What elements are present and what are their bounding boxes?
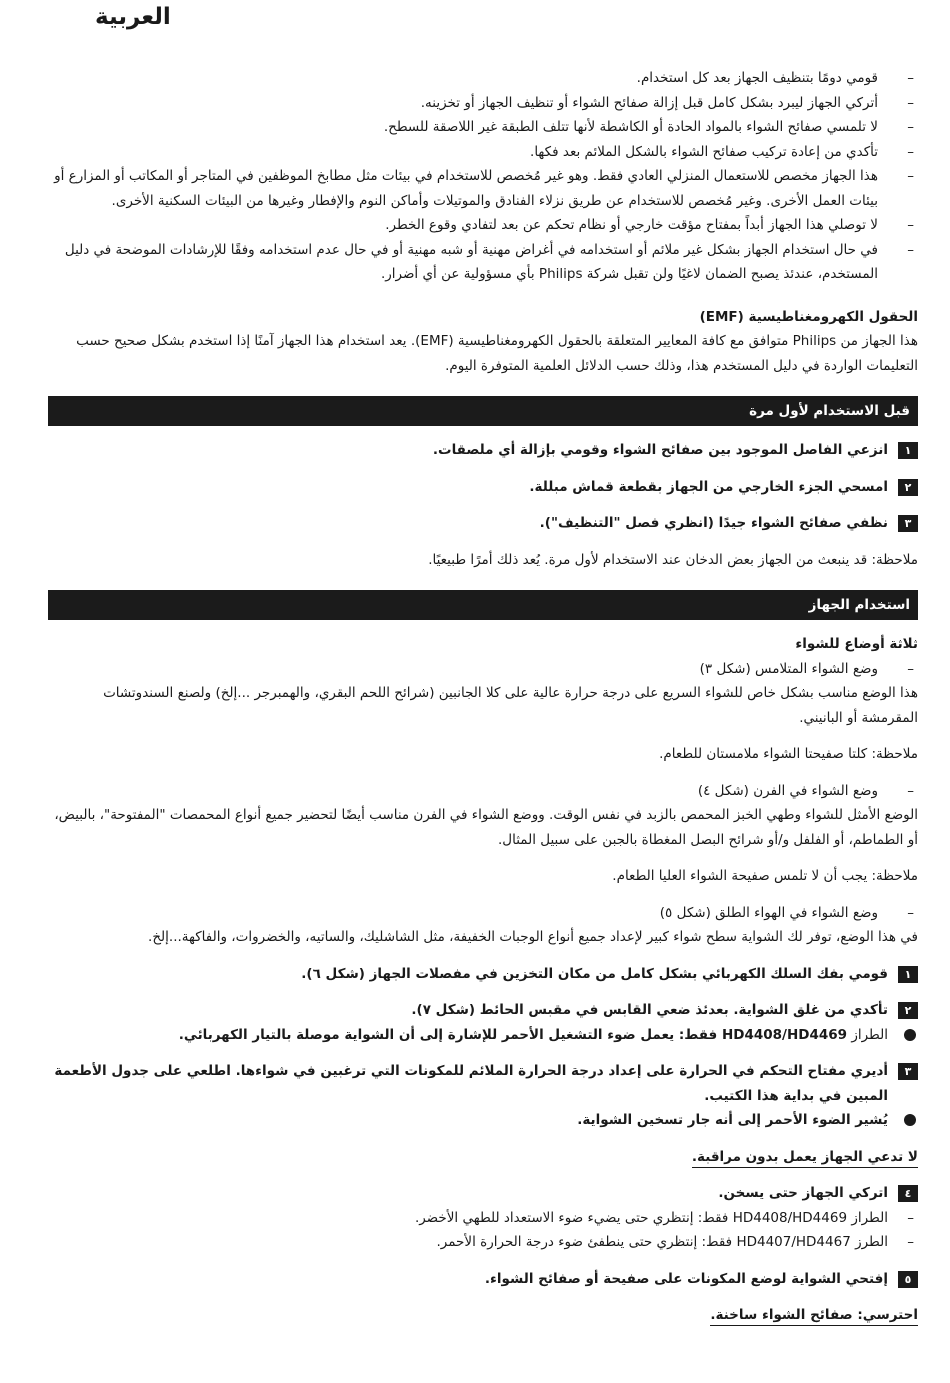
list-item: – الطرز HD4407/HD4467 فقط: إنتظري حتى ينطفئ ضوء درجة الحرارة الأحمر. [436,1234,914,1250]
step-item: ٣ أديري مفتاح التحكم في الحرارة على إعداد درجة الحرارة الملائم للمكونات التي ترغبين في شواءها. اطلعي على جدول الأطعمة المبين في بداية هذا الكتيب. [48,1059,918,1108]
list-item: – وضع الشواء في الهواء الطلق (شكل ٥) [659,904,914,921]
emf-heading: الحقول الكهرومغناطيسية (EMF) [699,308,918,325]
section-header-using: استخدام الجهاز [48,590,918,620]
warning-text: احترسي: صفائح الشواء ساخنة. [710,1305,918,1326]
mode-text: الوضع الأمثل للشواء وطهي الخبز المحمص بالزبد في نفس الوقت. ووضع الشواء في الفرن مناسب أيضًا لتحضير جميع أنواع المحمصات "المفتوحة"، بالبيض، أو الطماطم، أو الفلفل و/أو شرائح البصل المغطاة بالجبن على سبيل المثال. [54,807,918,848]
list-item: – أتركي الجهاز ليبرد بشكل كامل قبل إزالة صفائح الشواء أو تنظيف الجهاز أو تخزينه. [420,94,914,111]
step-item: ١ انزعي الفاصل الموجود بين صفائح الشواء وقومي بإزالة أي ملصقات. [48,438,918,463]
list-item: – لا توصلي هذا الجهاز أبداً بمفتاح مؤقت خارجي أو نظام تحكم عن بعد لتفادي وقوع الخطر. [385,217,914,233]
step-item: ٢ امسحي الجزء الخارجي من الجهاز بقطعة قماش مبللة. [48,475,918,500]
emf-text: هذا الجهاز من Philips متوافق مع كافة المعايير المتعلقة بالحقول الكهرومغناطيسية (EMF). يعد استخدام هذا الجهاز آمنًا إذا استخدم بشكل صحيح حسب التعليمات الواردة في دليل المستخدم هذا، وذلك حسب الدلائل العلمية المتوفرة اليوم. [76,333,918,374]
step-item: ٣ نظفي صفائح الشواء جيدًا (انظري فصل "التنظيف"). [48,511,918,536]
mode-text: هذا الوضع مناسب بشكل خاص للشواء السريع على درجة حرارة عالية على كلا الجانبين (شرائح اللحم البقري، والهمبرجر ...إلخ) ولصنع السندوتشات المقرمشة أو البانيني. [103,685,918,726]
result-item: الطراز HD4408/HD4469 فقط: يعمل ضوء التشغيل الأحمر للإشارة إلى أن الشواية موصلة بالتيار الكهربائي. [48,1023,918,1048]
list-item: – قومي دومًا بتنظيف الجهاز بعد كل استخدام. [636,70,914,86]
note: ملاحظة: يجب أن لا تلمس صفيحة الشواء العليا الطعام. [612,868,918,884]
step-number: ١ [898,966,918,983]
list-item: – وضع الشواء المتلامس (شكل ٣) [699,660,914,677]
list-item: – لا تلمسي صفائح الشواء بالمواد الحادة أو الكاشطة لأنها تتلف الطبقة غير اللاصقة للسطح. [383,119,914,135]
bullet-dot-icon [904,1114,916,1126]
result-item: يُشير الضوء الأحمر إلى أنه جار تسخين الشواية. [48,1108,918,1133]
language-title: العربية [95,4,171,30]
modes-heading: ثلاثة أوضاع للشواء [795,636,918,652]
list-item: – الطراز HD4408/HD4469 فقط: إنتظري حتى يضيء ضوء الاستعداد للطهي الأخضر. [414,1209,914,1226]
section-header-before-first-use: قبل الاستخدام لأول مرة [48,396,918,426]
step-item: ٥ إفتحي الشواية لوضع المكونات على صفيحة أو صفائح الشواء. [48,1267,918,1292]
list-item: – هذا الجهاز مخصص للاستعمال المنزلي العادي فقط. وهو غير مُخصص للاستخدام في بيئات مثل مطابخ الموظفين في المتاجر أو المكاتب أو المزارع أو بيئات العمل الأخرى. وغير مُخصص للاستخدام عن طريق نزلاء الفنادق والموتيلات وأماكن النوم والإفطار وغيرها من البيئات السكنية الأخرى. [54,168,914,209]
step-item: ١ قومي بفك السلك الكهربائي بشكل كامل من مكان التخزين في مفصلات الجهاز (شكل ٦). [48,962,918,987]
step-number: ٣ [898,1063,918,1080]
step-number: ١ [898,442,918,459]
step-number: ٥ [898,1271,918,1288]
step-number: ٣ [898,515,918,532]
list-item: – تأكدي من إعادة تركيب صفائح الشواء بالشكل الملائم بعد فكها. [530,143,914,160]
warning-text: لا تدعي الجهاز يعمل بدون مراقبة. [692,1147,918,1168]
note: ملاحظة: قد ينبعث من الجهاز بعض الدخان عند الاستخدام لأول مرة. يُعد ذلك أمرًا طبيعيًا. [428,551,918,568]
list-item: – في حال استخدام الجهاز بشكل غير ملائم أو استخدامه في أغراض مهنية أو شبه مهنية أو في حال عدم استخدامه وفقًا للإرشادات الموضحة في دليل المستخدم، عندئذ يصبح الضمان لاغيًا ولن تقبل شركة Philips بأي مسؤولية عن أي أضرار. [64,241,914,282]
note: ملاحظة: كلتا صفيحتا الشواء ملامستان للطعام. [659,746,918,762]
bullet-dot-icon [904,1029,916,1041]
step-number: ٢ [898,479,918,496]
step-item: ٤ اتركي الجهاز حتى يسخن. [48,1181,918,1206]
list-item: – وضع الشواء في الفرن (شكل ٤) [697,782,914,799]
page-content [48,66,918,1328]
step-item: ٢ تأكدي من غلق الشواية. بعدئذ ضعي القابس في مقبس الحائط (شكل ٧). [48,998,918,1023]
step-number: ٤ [898,1185,918,1202]
mode-text: في هذا الوضع، توفر لك الشواية سطح شواء كبير لإعداد جميع أنواع الوجبات الخفيفة، مثل الشاشليك، والساتيه، والخضروات، والفاكهة...إلخ. [148,929,918,945]
step-number: ٢ [898,1002,918,1019]
